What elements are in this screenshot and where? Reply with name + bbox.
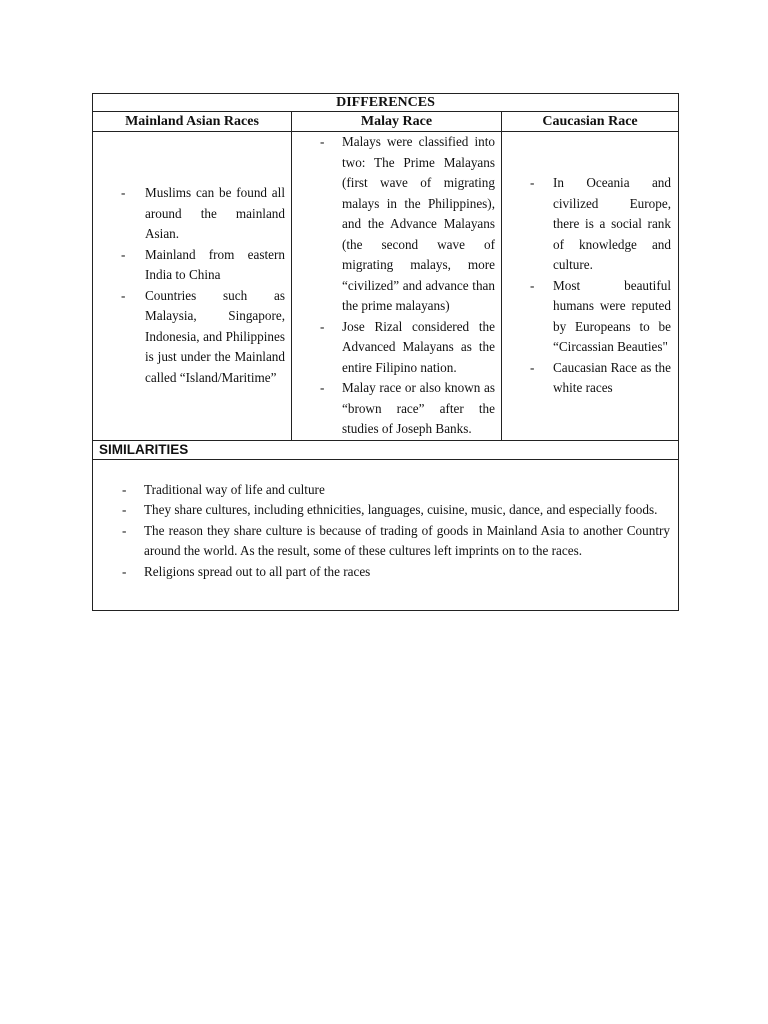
caucasian-list xyxy=(530,173,671,399)
list-item: - Jose Rizal considered the Advanced Malayans as the entire Filipino nation. xyxy=(320,317,495,379)
mainland-asian-list xyxy=(122,183,285,388)
list-item: - Religions spread out to all part of the races xyxy=(122,562,670,583)
similarities-cell xyxy=(93,459,679,611)
list-item: - Muslims can be found all around the mainland Asian. xyxy=(122,183,285,245)
malay-cell xyxy=(292,132,502,441)
list-item: - Caucasian Race as the white races xyxy=(530,358,671,399)
column-header-malay: Malay Race xyxy=(292,112,502,132)
list-item: - Countries such as Malaysia, Singapore, Indonesia, and Philippines is just under the Mainland called “Island/Maritime” xyxy=(122,286,285,389)
list-item: - Traditional way of life and culture xyxy=(122,480,670,501)
list-item: - Malays were classified into two: The Prime Malayans (first wave of migrating malays in the Philippines), and the Advance Malayans (the second wave of migrating malays, more “civilized” and advance than the prime malayans) xyxy=(320,132,495,317)
list-item: - Malay race or also known as “brown race” after the studies of Joseph Banks. xyxy=(320,378,495,440)
mainland-asian-cell xyxy=(93,132,292,441)
list-item: - They share cultures, including ethnicities, languages, cuisine, music, dance, and especially foods. xyxy=(122,500,670,521)
differences-header: DIFFERENCES xyxy=(93,94,679,112)
list-item: - The reason they share culture is because of trading of goods in Mainland Asia to another Country around the world. As the result, some of these cultures left imprints on to the races. xyxy=(122,521,670,562)
list-item: - In Oceania and civilized Europe, there is a social rank of knowledge and culture. xyxy=(530,173,671,276)
list-item: - Mainland from eastern India to China xyxy=(122,245,285,286)
column-header-mainland-asian: Mainland Asian Races xyxy=(93,112,292,132)
comparison-table xyxy=(92,93,679,611)
list-item: - Most beautiful humans were reputed by Europeans to be “Circassian Beauties" xyxy=(530,276,671,358)
malay-list xyxy=(320,132,495,440)
caucasian-cell xyxy=(502,132,679,441)
similarities-header: SIMILARITIES xyxy=(93,440,679,459)
similarities-list xyxy=(122,480,670,583)
column-header-caucasian: Caucasian Race xyxy=(502,112,679,132)
